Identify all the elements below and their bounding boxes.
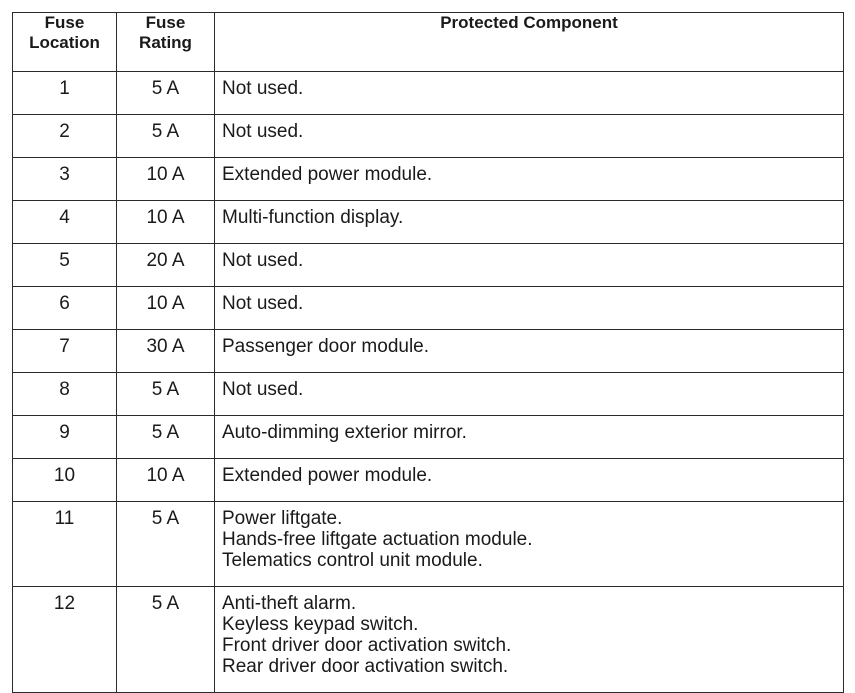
- header-line: Location: [29, 33, 100, 52]
- fuse-location-cell: 9: [13, 416, 117, 459]
- header-line: Fuse: [145, 13, 186, 32]
- fuse-location-cell: 6: [13, 287, 117, 330]
- component-line: Extended power module.: [222, 164, 433, 185]
- header-line: Protected Component: [440, 13, 618, 32]
- component-line: Hands-free liftgate actuation module.: [222, 529, 533, 550]
- fuse-rating-cell: 10 A: [117, 459, 215, 502]
- protected-component-cell: [215, 587, 844, 693]
- fuse-rating-cell: 30 A: [117, 330, 215, 373]
- fuse-rating-cell: 5 A: [117, 587, 215, 693]
- table-row: [13, 115, 844, 158]
- protected-component-cell: [215, 158, 844, 201]
- component-line: Telematics control unit module.: [222, 550, 483, 571]
- fuse-location-cell: 10: [13, 459, 117, 502]
- fuse-table: [12, 12, 844, 693]
- header-fuse-rating: [117, 13, 215, 72]
- table-row: [13, 330, 844, 373]
- component-line: Anti-theft alarm.: [222, 593, 357, 614]
- header-line: Rating: [139, 33, 192, 52]
- protected-component-cell: [215, 416, 844, 459]
- table-row: [13, 72, 844, 115]
- table-body: [13, 72, 844, 693]
- table-row: [13, 158, 844, 201]
- component-line: Not used.: [222, 78, 304, 99]
- table-row: [13, 459, 844, 502]
- header-line: Fuse: [44, 13, 85, 32]
- table-row: [13, 416, 844, 459]
- header-fuse-location: [13, 13, 117, 72]
- fuse-rating-cell: 10 A: [117, 287, 215, 330]
- table-row: [13, 373, 844, 416]
- table-row: [13, 502, 844, 587]
- fuse-location-cell: 8: [13, 373, 117, 416]
- fuse-rating-cell: 5 A: [117, 416, 215, 459]
- component-line: Multi-function display.: [222, 207, 404, 228]
- protected-component-cell: [215, 201, 844, 244]
- component-line: Auto-dimming exterior mirror.: [222, 422, 467, 443]
- fuse-location-cell: 5: [13, 244, 117, 287]
- fuse-rating-cell: 10 A: [117, 158, 215, 201]
- protected-component-cell: [215, 459, 844, 502]
- component-line: Not used.: [222, 121, 304, 142]
- header-protected-component: [215, 13, 844, 72]
- table-row: [13, 587, 844, 693]
- component-line: Rear driver door activation switch.: [222, 656, 509, 677]
- fuse-rating-cell: 5 A: [117, 373, 215, 416]
- protected-component-cell: [215, 115, 844, 158]
- fuse-rating-cell: 5 A: [117, 115, 215, 158]
- fuse-location-cell: 2: [13, 115, 117, 158]
- fuse-location-cell: 11: [13, 502, 117, 587]
- component-line: Power liftgate.: [222, 508, 343, 529]
- component-line: Passenger door module.: [222, 336, 430, 357]
- protected-component-cell: [215, 244, 844, 287]
- protected-component-cell: [215, 373, 844, 416]
- protected-component-cell: [215, 287, 844, 330]
- component-line: Keyless keypad switch.: [222, 614, 419, 635]
- header-row: [13, 13, 844, 72]
- component-line: Not used.: [222, 379, 304, 400]
- fuse-rating-cell: 10 A: [117, 201, 215, 244]
- component-line: Front driver door activation switch.: [222, 635, 512, 656]
- fuse-rating-cell: 5 A: [117, 502, 215, 587]
- fuse-location-cell: 3: [13, 158, 117, 201]
- fuse-location-cell: 4: [13, 201, 117, 244]
- component-line: Not used.: [222, 250, 304, 271]
- protected-component-cell: [215, 330, 844, 373]
- fuse-location-cell: 1: [13, 72, 117, 115]
- fuse-rating-cell: 20 A: [117, 244, 215, 287]
- table-row: [13, 201, 844, 244]
- protected-component-cell: [215, 502, 844, 587]
- component-line: Not used.: [222, 293, 304, 314]
- fuse-rating-cell: 5 A: [117, 72, 215, 115]
- fuse-location-cell: 7: [13, 330, 117, 373]
- component-line: Extended power module.: [222, 465, 433, 486]
- table-row: [13, 244, 844, 287]
- protected-component-cell: [215, 72, 844, 115]
- fuse-location-cell: 12: [13, 587, 117, 693]
- table-row: [13, 287, 844, 330]
